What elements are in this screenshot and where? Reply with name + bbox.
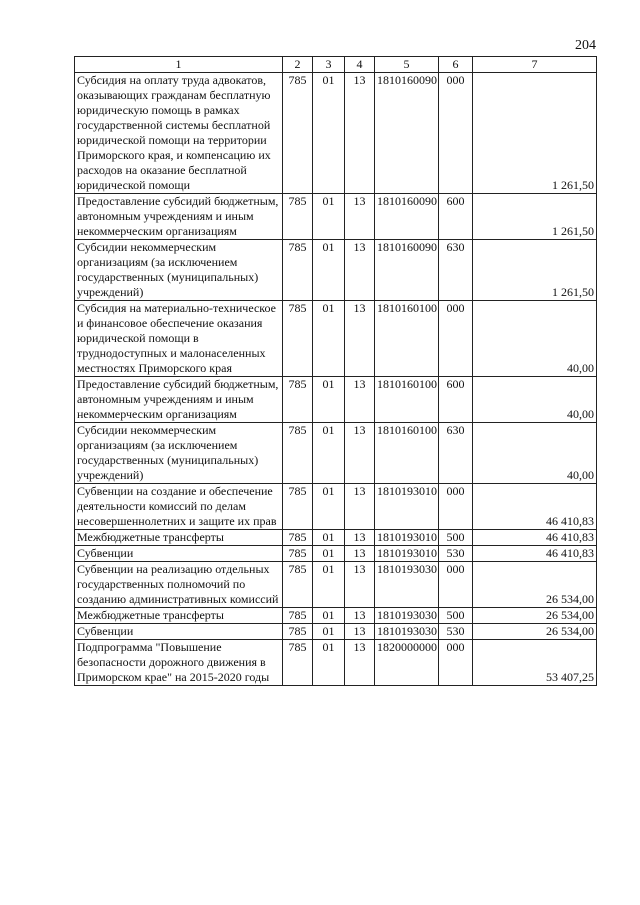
expense-type-cell: 530 [439,624,473,640]
row-name-cell: Подпрограмма "Повышение безопасности дорожного движения в Приморском крае" на 2015-2020 годы [75,640,283,686]
target-article-cell: 1810193030 [375,624,439,640]
subsection-code-cell: 13 [345,484,375,530]
header-cell: 5 [375,57,439,73]
table-row [75,377,597,423]
table-row [75,640,597,686]
row-name-cell: Предоставление субсидий бюджетным, автономным учреждениям и иным некоммерческим организациям [75,194,283,240]
ministry-code-cell: 785 [283,608,313,624]
subsection-code-cell: 13 [345,423,375,484]
subsection-code-cell: 13 [345,640,375,686]
section-code-cell: 01 [313,546,345,562]
row-name-cell: Субвенции на реализацию отдельных государственных полномочий по созданию административных комиссий [75,562,283,608]
table-row [75,423,597,484]
ministry-code-cell: 785 [283,640,313,686]
section-code-cell: 01 [313,73,345,194]
target-article-cell: 1810193010 [375,484,439,530]
row-name-cell: Предоставление субсидий бюджетным, автономным учреждениям и иным некоммерческим организациям [75,377,283,423]
section-code-cell: 01 [313,240,345,301]
subsection-code-cell: 13 [345,624,375,640]
row-name-cell: Субсидии некоммерческим организациям (за исключением государственных (муниципальных) учреждений) [75,240,283,301]
subsection-code-cell: 13 [345,240,375,301]
subsection-code-cell: 13 [345,194,375,240]
expense-type-cell: 500 [439,530,473,546]
section-code-cell: 01 [313,640,345,686]
target-article-cell: 1810160100 [375,377,439,423]
table-row [75,194,597,240]
amount-cell: 46 410,83 [473,484,597,530]
table-row [75,546,597,562]
table-row [75,562,597,608]
target-article-cell: 1810193010 [375,546,439,562]
expense-type-cell: 000 [439,73,473,194]
ministry-code-cell: 785 [283,624,313,640]
section-code-cell: 01 [313,484,345,530]
amount-cell: 1 261,50 [473,73,597,194]
amount-cell: 26 534,00 [473,608,597,624]
page-number: 204 [575,38,596,53]
table-header-row [75,57,597,73]
row-name-cell: Межбюджетные трансферты [75,530,283,546]
subsection-code-cell: 13 [345,608,375,624]
header-cell: 6 [439,57,473,73]
amount-cell: 26 534,00 [473,624,597,640]
subsection-code-cell: 13 [345,377,375,423]
amount-cell: 46 410,83 [473,546,597,562]
table-row [75,624,597,640]
table-row [75,530,597,546]
subsection-code-cell: 13 [345,546,375,562]
amount-cell: 46 410,83 [473,530,597,546]
ministry-code-cell: 785 [283,194,313,240]
subsection-code-cell: 13 [345,562,375,608]
expense-type-cell: 630 [439,240,473,301]
subsection-code-cell: 13 [345,530,375,546]
target-article-cell: 1810160090 [375,194,439,240]
ministry-code-cell: 785 [283,423,313,484]
amount-cell: 40,00 [473,423,597,484]
target-article-cell: 1810193030 [375,608,439,624]
ministry-code-cell: 785 [283,377,313,423]
row-name-cell: Субсидия на оплату труда адвокатов, оказывающих гражданам бесплатную юридическую помощь в рамках государственной системы бесплатной юридической помощи на территории Приморского края, и компенсацию их расходов на оказание бесплатной юридической помощи [75,73,283,194]
expense-type-cell: 630 [439,423,473,484]
amount-cell: 1 261,50 [473,240,597,301]
section-code-cell: 01 [313,423,345,484]
target-article-cell: 1820000000 [375,640,439,686]
ministry-code-cell: 785 [283,301,313,377]
table-row [75,608,597,624]
ministry-code-cell: 785 [283,530,313,546]
expense-type-cell: 530 [439,546,473,562]
header-cell: 1 [75,57,283,73]
subsection-code-cell: 13 [345,301,375,377]
section-code-cell: 01 [313,562,345,608]
table-row [75,240,597,301]
expense-type-cell: 000 [439,562,473,608]
amount-cell: 1 261,50 [473,194,597,240]
ministry-code-cell: 785 [283,484,313,530]
subsection-code-cell: 13 [345,73,375,194]
row-name-cell: Субвенции на создание и обеспечение деятельности комиссий по делам несовершеннолетних и защите их прав [75,484,283,530]
header-cell: 3 [313,57,345,73]
row-name-cell: Субвенции [75,546,283,562]
expense-type-cell: 600 [439,377,473,423]
ministry-code-cell: 785 [283,546,313,562]
section-code-cell: 01 [313,608,345,624]
ministry-code-cell: 785 [283,562,313,608]
row-name-cell: Межбюджетные трансферты [75,608,283,624]
target-article-cell: 1810193010 [375,530,439,546]
row-name-cell: Субвенции [75,624,283,640]
expense-type-cell: 000 [439,484,473,530]
amount-cell: 40,00 [473,301,597,377]
expense-type-cell: 000 [439,640,473,686]
target-article-cell: 1810193030 [375,562,439,608]
ministry-code-cell: 785 [283,73,313,194]
section-code-cell: 01 [313,624,345,640]
ministry-code-cell: 785 [283,240,313,301]
expense-type-cell: 000 [439,301,473,377]
header-cell: 7 [473,57,597,73]
header-cell: 2 [283,57,313,73]
header-cell: 4 [345,57,375,73]
row-name-cell: Субсидия на материально-техническое и финансовое обеспечение оказания юридической помощи в труднодоступных и малонаселенных местностях Приморского края [75,301,283,377]
section-code-cell: 01 [313,194,345,240]
expense-type-cell: 600 [439,194,473,240]
amount-cell: 26 534,00 [473,562,597,608]
row-name-cell: Субсидии некоммерческим организациям (за исключением государственных (муниципальных) учреждений) [75,423,283,484]
section-code-cell: 01 [313,530,345,546]
table-row [75,73,597,194]
section-code-cell: 01 [313,377,345,423]
target-article-cell: 1810160090 [375,240,439,301]
budget-table [74,56,597,686]
expense-type-cell: 500 [439,608,473,624]
target-article-cell: 1810160100 [375,301,439,377]
amount-cell: 53 407,25 [473,640,597,686]
section-code-cell: 01 [313,301,345,377]
table-row [75,301,597,377]
amount-cell: 40,00 [473,377,597,423]
target-article-cell: 1810160100 [375,423,439,484]
target-article-cell: 1810160090 [375,73,439,194]
table-row [75,484,597,530]
